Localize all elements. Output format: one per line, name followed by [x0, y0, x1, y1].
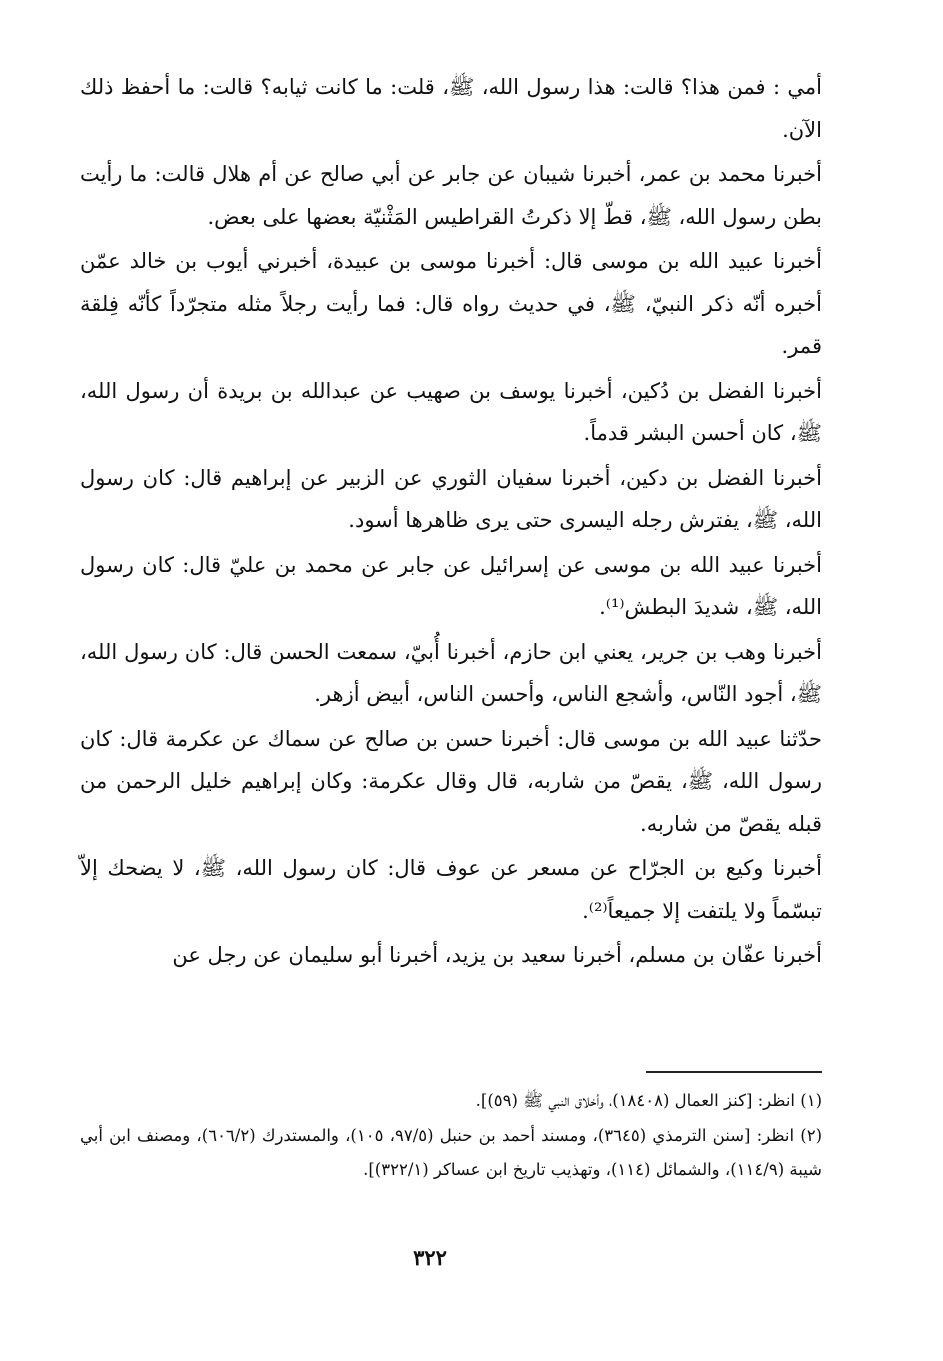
- paragraph: أخبرنا الفضل بن دُكين، أخبرنا يوسف بن صهيب عن عبدالله بن بريدة أن رسول الله، ﷺ، كان أحسن البشر قدماً.: [80, 378, 822, 445]
- paragraph: حدّثنا عبيد الله بن موسى قال: أخبرنا حسن بن صالح عن سماك عن عكرمة قال: كان رسول الله، ﷺ، يقصّ من شاربه، قال وقال عكرمة: وكان إبراهيم خليل الرحمن من قبله يقصّ من شاربه.: [80, 726, 822, 836]
- page-number: ٣٢٢: [413, 1245, 447, 1270]
- paragraph: أخبرنا محمد بن عمر، أخبرنا شيبان عن جابر عن أبي صالح عن أم هلال قالت: ما رأيت بطن رسول الله، ﷺ، قطّ إلا ذكرتُ القراطيس المَثْنيّة بعضها على بعض.: [80, 162, 822, 229]
- book-page: [80, 66, 822, 1316]
- paragraph: أمي : فمن هذا؟ قالت: هذا رسول الله، ﷺ، قلت: ما كانت ثيابه؟ قالت: ما أحفظ ذلك الآن.: [80, 75, 822, 142]
- paragraph: أخبرنا وكيع بن الجرّاح عن مسعر عن عوف قال: كان رسول الله، ﷺ، لا يضحك إلاّ تبسّماً ولا يلتفت إلا جميعاً⁽²⁾.: [80, 856, 822, 923]
- footnote-1: (١) انظر: [كنز العمال (١٨٤٠٨)، وأخلاق النبي ﷺ (٥٩)].: [475, 1091, 822, 1110]
- footnotes-section: [80, 1084, 822, 1188]
- footnote-divider: [646, 1071, 822, 1073]
- paragraph: أخبرنا عفّان بن مسلم، أخبرنا سعيد بن يزيد، أخبرنا أبو سليمان عن رجل عن: [172, 943, 822, 967]
- paragraph: أخبرنا وهب بن جرير، يعني ابن حازم، أخبرنا أُبيّ، سمعت الحسن قال: كان رسول الله، ﷺ، أجود النّاس، وأشجع الناس، وأحسن الناس، أبيض أزهر.: [80, 639, 822, 706]
- main-text-body: [80, 66, 822, 977]
- paragraph: أخبرنا عبيد الله بن موسى عن إسرائيل عن جابر عن محمد بن عليّ قال: كان رسول الله، ﷺ، شديدَ البطش⁽¹⁾.: [80, 552, 822, 619]
- paragraph: أخبرنا الفضل بن دكين، أخبرنا سفيان الثوري عن الزبير عن إبراهيم قال: كان رسول الله، ﷺ، يفترش رجله اليسرى حتى يرى ظاهرها أسود.: [80, 465, 822, 532]
- footnote-2: (٢) انظر: [سنن الترمذي (٣٦٤٥)، ومسند أحمد بن حنبل (٩٧/٥، ١٠٥)، والمستدرك (٦٠٦/٢)، ومصنف ابن أبي شيبة (١١٤/٩)، والشمائل (١١٤)، وتهذيب تاريخ ابن عساكر (٣٢٢/١)].: [80, 1125, 822, 1179]
- paragraph: أخبرنا عبيد الله بن موسى قال: أخبرنا موسى بن عبيدة، أخبرني أيوب بن خالد عمّن أخبره أنّه ذكر النبيّ، ﷺ، في حديث رواه قال: فما رأيت رجلاً مثله متجرّداً كأنّه فِلقة قمر.: [80, 249, 822, 358]
